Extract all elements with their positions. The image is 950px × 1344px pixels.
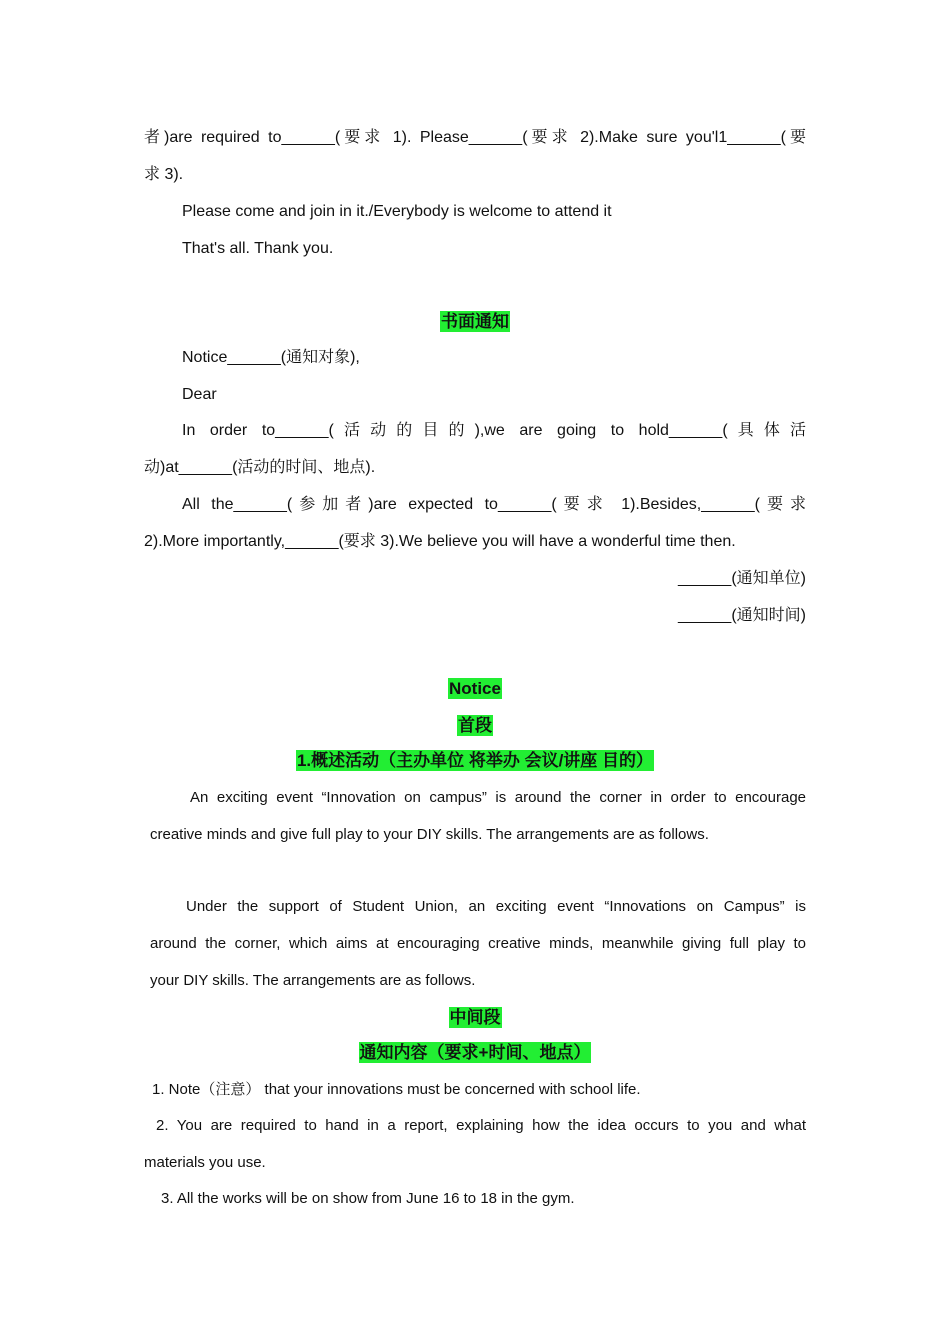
written-notice-para1-line1: In order to______(活动的目的),we are going to hold______(具体活 xyxy=(182,422,806,439)
written-notice-para2-line2: 2).More importantly,______(要求 3).We believe you will have a wonderful time then. xyxy=(144,533,736,550)
written-notice-heading xyxy=(144,303,806,340)
first-para-heading-text: 首段 xyxy=(458,716,492,735)
list-item-2-line1: 2. You are required to hand in a report, explaining how the idea occurs to you and what xyxy=(156,1117,806,1134)
notice-heading-text: Notice xyxy=(449,679,501,698)
written-notice-sign-unit: ______(通知单位) xyxy=(677,570,806,587)
list-item-3: 3. All the works will be on show from June 16 to 18 in the gym. xyxy=(161,1190,575,1207)
spoken-notice-line-2: 求 3). xyxy=(144,166,184,183)
written-notice-para1-line2: 动)at______(活动的时间、地点). xyxy=(144,459,376,476)
example2-line2: around the corner, which aims at encouraging creative minds, meanwhile giving full play to xyxy=(150,935,806,952)
middle-subheading xyxy=(144,1034,806,1071)
written-notice-para2-line1: All the______(参加者)are expected to______(要求 1).Besides,______(要求 xyxy=(182,496,806,513)
spoken-notice-closing: That's all. Thank you. xyxy=(182,240,334,257)
written-notice-heading-text: 书面通知 xyxy=(441,312,509,331)
first-para-subheading xyxy=(144,742,806,779)
spoken-notice-invitation: Please come and join in it./Everybody is welcome to attend it xyxy=(182,203,612,220)
list-item-1: 1. Note（注意） that your innovations must be concerned with school life. xyxy=(152,1081,641,1098)
written-notice-recipient: Notice______(通知对象), xyxy=(182,349,360,366)
first-para-heading xyxy=(144,707,806,744)
notice-heading xyxy=(144,670,806,707)
middle-heading xyxy=(144,999,806,1036)
written-notice-salutation: Dear xyxy=(182,386,217,403)
example2-line3: your DIY skills. The arrangements are as follows. xyxy=(150,972,476,989)
example1-line2: creative minds and give full play to your DIY skills. The arrangements are as follows. xyxy=(150,826,709,843)
written-notice-sign-time: ______(通知时间) xyxy=(677,607,806,624)
middle-heading-text: 中间段 xyxy=(449,1008,501,1027)
example1-line1: An exciting event “Innovation on campus” is around the corner in order to encourage xyxy=(190,789,806,806)
example2-line1: Under the support of Student Union, an exciting event “Innovations on Campus” is xyxy=(186,898,806,915)
spoken-notice-line-1: 者)are required to______(要求 1). Please______(要求 2).Make sure you'l1______(要 xyxy=(144,129,806,146)
middle-subheading-text: 通知内容（要求+时间、地点） xyxy=(359,1043,591,1062)
first-para-subheading-text: 1.概述活动（主办单位 将举办 会议/讲座 目的） xyxy=(296,751,654,770)
list-item-2-line2: materials you use. xyxy=(144,1154,266,1171)
